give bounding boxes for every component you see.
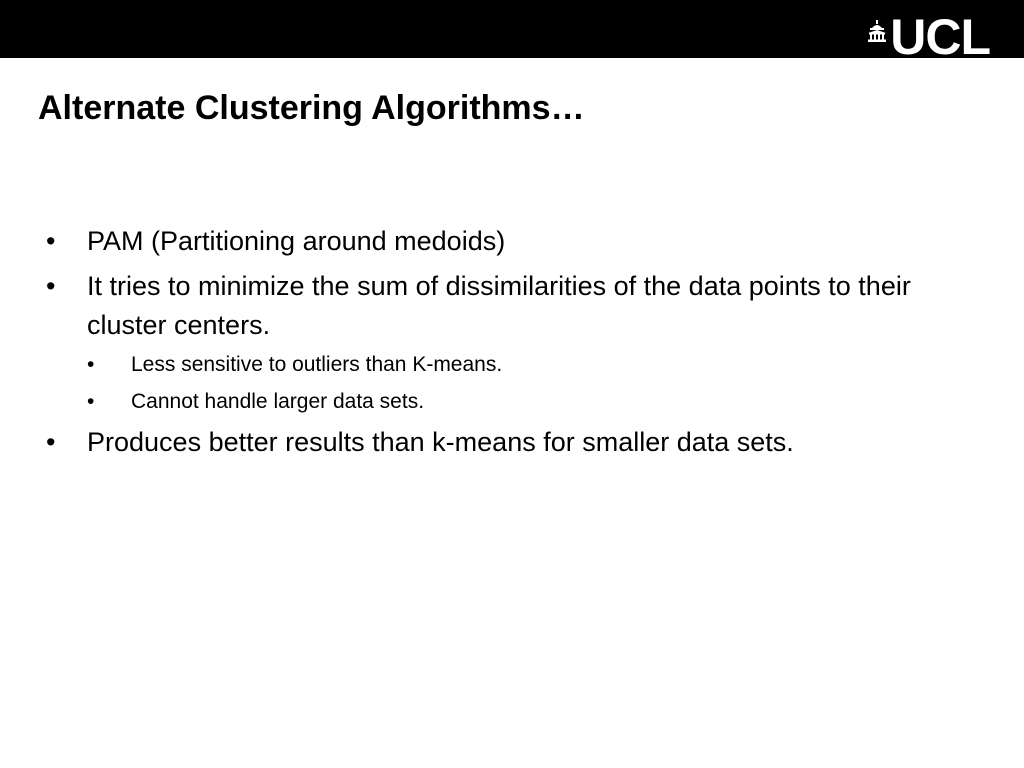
bullet-list [46,222,986,468]
bullet-icon: • [46,427,56,457]
sub-bullet-icon: • [87,353,95,376]
sub-bullet-icon: • [87,390,95,413]
sub-bullet-text: Cannot handle larger data sets. [131,390,425,413]
sub-bullet-item [87,386,986,417]
sub-bullet-item [87,349,986,380]
bullet-item [46,423,986,462]
bullet-item [46,222,986,261]
logo-text: UCL [890,9,990,65]
bullet-icon: • [46,271,56,301]
portico-icon [867,20,887,42]
sub-bullet-text: Less sensitive to outliers than K-means. [131,353,503,376]
bullet-text: PAM (Partitioning around medoids) [87,226,506,256]
ucl-logo [867,9,990,65]
bullet-item [46,267,986,417]
bullet-text: It tries to minimize the sum of dissimilarities of the data points to their cluster centers. [87,271,911,340]
slide-title: Alternate Clustering Algorithms… [38,89,585,127]
bullet-icon: • [46,226,56,256]
bullet-text: Produces better results than k-means for smaller data sets. [87,427,794,457]
header-bar [0,0,1024,65]
sub-bullet-list [87,349,986,417]
